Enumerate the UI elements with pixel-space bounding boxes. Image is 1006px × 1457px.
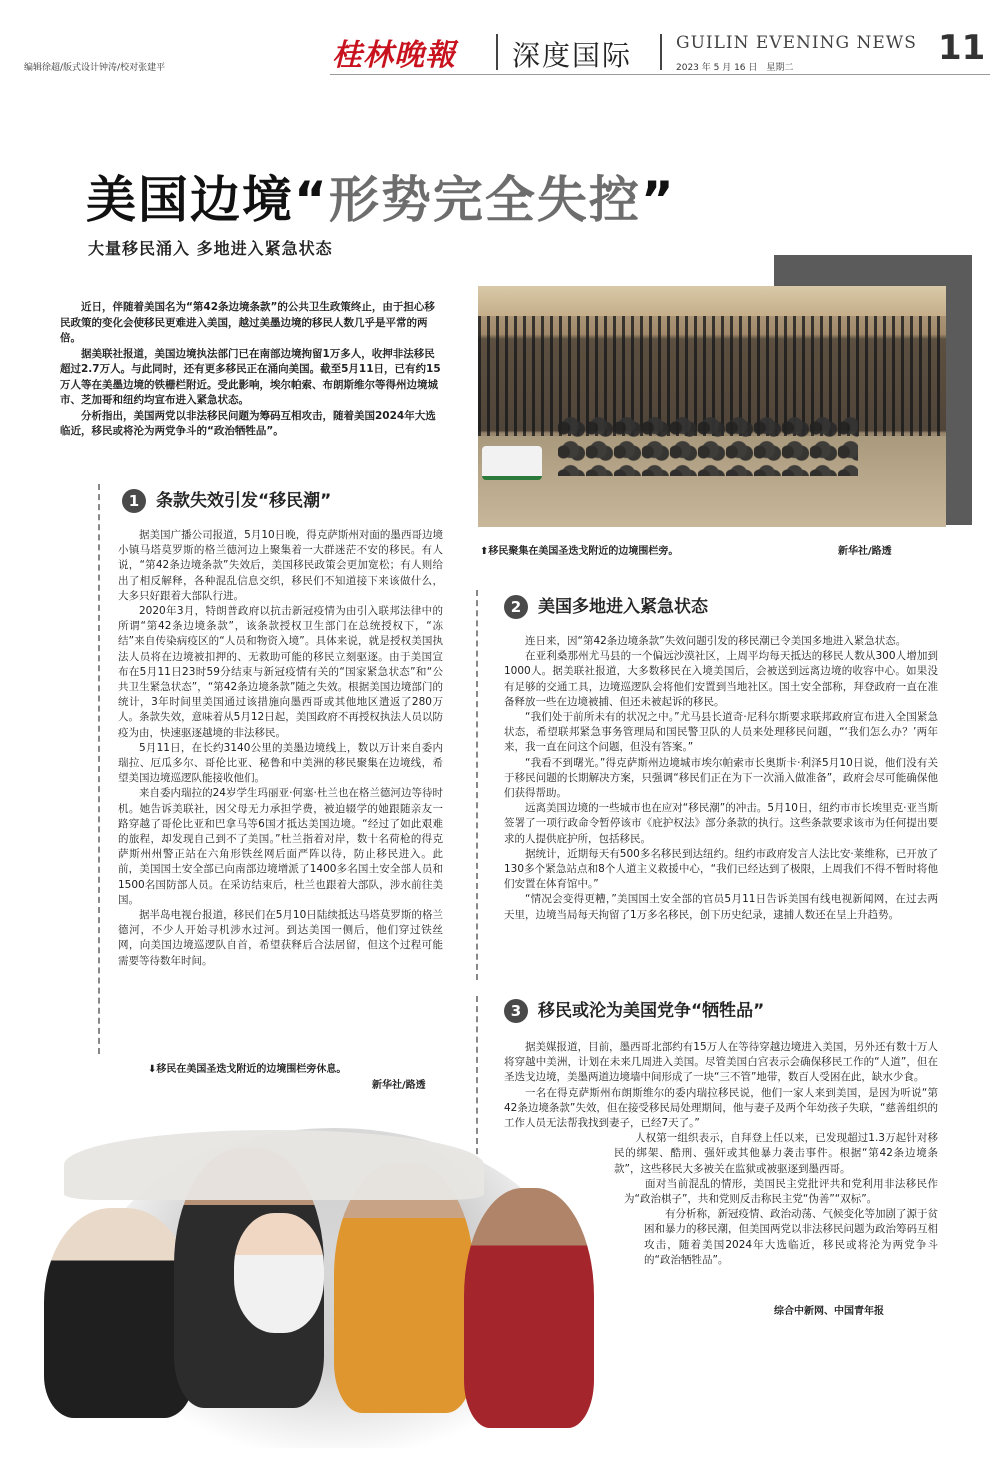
intro-paragraph: 分析指出，美国两党以非法移民问题为筹码互相攻击，随着美国2024年大选临近，移民或将沦为两党争斗的“政治牺牲品”。	[60, 409, 436, 437]
section3-paragraph: 面对当前混乱的情形，美国民主党批评共和党利用非法移民作为“政治棋子”，共和党则反击称民主党“伪善”“双标”。	[624, 1177, 938, 1206]
border-fence-photo	[478, 286, 946, 527]
photo1-source: 新华社/路透	[838, 546, 892, 557]
photo2-caption: ⬇移民在美国圣迭戈附近的边境围栏旁休息。	[148, 1064, 347, 1075]
article-title	[86, 160, 676, 232]
editor-credits: 编辑徐超/版式设计钟涛/校对张建平	[24, 63, 166, 73]
section3-paragraph: 一名在得克萨斯州布朗斯维尔的委内瑞拉移民说，他们一家人来到美国，是因为听说“第42条边境条款”失效，但在接受移民局处理期间，他与妻子及两个年幼孩子失联，“慈善组织的工作人员无法帮我找到妻子，已经7天了。”	[504, 1086, 938, 1130]
intro-paragraph: 据美联社报道，美国边境执法部门已在南部边境拘留1万多人，收押非法移民超过2.7万人。与此同时，还有更多移民正在涌向美国。截至5月11日，已有约15万人等在美墨边境的铁栅栏附近。受此影响，埃尔帕索、布朗斯维尔等得州边境城市、芝加哥和纽约均宣布进入紧急状态。	[60, 347, 441, 406]
person-figure	[464, 1188, 594, 1428]
section2-title: 美国多地进入紧急状态	[538, 597, 708, 617]
section-divider	[476, 590, 478, 980]
article-subtitle: 大量移民涌入 多地进入紧急状态	[88, 239, 333, 258]
crowd-graphic	[558, 416, 858, 476]
section2-number: 2	[504, 595, 528, 619]
intro-paragraph: 近日，伴随着美国名为“第42条边境条款”的公共卫生政策终止，由于担心移民政策的变化会使移民更难进入美国，越过美墨边境的移民人数几乎是平常的两倍。	[60, 301, 435, 344]
section2-paragraph: “我们处于前所未有的状况之中。”尤马县长道奇·尼科尔斯要求联邦政府宣布进入全国紧急状态，希望联邦紧急事务管理局和国民警卫队的人员来处理移民问题，“‘我们怎么办？’两年来，我一直在问这个问题，但没有答案。”	[504, 711, 938, 754]
section2-body	[504, 634, 938, 923]
section3-heading	[504, 996, 764, 1023]
section1-paragraph: 5月11日，在长约3140公里的美墨边境线上，数以万计来自委内瑞拉、厄瓜多尔、哥伦比亚、秘鲁和中美洲的移民聚集在边境线，希望美国边境巡逻队能接收他们。	[118, 741, 443, 785]
section3-number: 3	[504, 999, 528, 1023]
section2-paragraph: 连日来，因“第42条边境条款”失效问题引发的移民潮已令美国多地进入紧急状态。	[525, 635, 907, 647]
header-divider	[496, 34, 498, 70]
patrol-truck-graphic	[482, 446, 542, 480]
photo2-source: 新华社/路透	[372, 1080, 426, 1091]
article-source: 综合中新网、中国青年报	[774, 1306, 884, 1317]
section1-paragraph: 据半岛电视台报道，移民们在5月10日陆续抵达马塔莫罗斯的格兰德河，不少人开始寻机涉水过河。到达美国一侧后，他们穿过铁丝网，向美国边境巡逻队自首，希望获释后合法居留，但这个过程可能需要等待数年时间。	[118, 909, 443, 967]
publication-date: 2023 年 5 月 16 日 星期二	[676, 63, 794, 73]
title-end: ”	[640, 171, 676, 229]
section1-paragraph: 据美国广播公司报道，5月10日晚，得克萨斯州对面的墨西哥边境小镇马塔莫罗斯的格兰德河边上聚集着一大群迷茫不安的移民。有人说，“第42条边境条款”失效后，美国移民政策会更加宽松；有人则给出了相反解释，各种混乱信息交织，移民们不知道接下来该做什么，大多只好跟着大部队行进。	[118, 529, 443, 602]
section3-paragraph: 有分析称，新冠疫情、政治动荡、气候变化等加剧了源于贫困和暴力的移民潮，但美国两党以非法移民问题为政治筹码互相攻击，随着美国2024年大选临近，移民或将沦为两党争斗的“政治牺牲品”。	[644, 1208, 938, 1266]
section2-paragraph: 据统计，近期每天有500多名移民到达纽约。纽约市政府发言人法比安·莱维称，已开放了130多个紧急站点和8个人道主义救援中心，“我们已经达到了极限，上周我们不得不暂时将他们安置在体育馆中。”	[504, 847, 938, 891]
photo1-caption: ⬆移民聚集在美国圣迭戈附近的边境围栏旁。	[480, 546, 679, 557]
title-main: 美国边境“	[86, 171, 329, 229]
section2-paragraph: 远离美国边境的一些城市也在应对“移民潮”的冲击。5月10日，纽约市市长埃里克·亚当斯签署了一项行政命令暂停该市《庇护权法》部分条款的执行。这些条款要求该市为任何提出要求的人提供庇护所，包括移民。	[504, 802, 938, 845]
section2-paragraph: 在亚利桑那州尤马县的一个偏远沙漠社区，上周平均每天抵达的移民人数从300人增加到1000人。据美联社报道，大多数移民在入境美国后，会被送到远离边境的收容中心。如果没有足够的交通工具，边境巡逻队会将他们安置到当地社区。国土安全部称，拜登政府一直在准备释放一些在边境被捕、但还未被起诉的移民。	[504, 650, 938, 708]
section1-paragraph: 来自委内瑞拉的24岁学生玛丽亚·何塞·杜兰也在格兰德河边等待时机。她告诉美联社，因父母无力承担学费，被迫辍学的她跟随亲友一路穿越了哥伦比亚和巴拿马等6国才抵达美国边境。“经过了如此艰难的旅程，却发现自己到不了美国。”杜兰指着对岸，数十名荷枪的得克萨斯州州警正站在六角形铁丝网后面严阵以待，防止移民进入。此前，美国国土安全部已向南部边境增派了1400多名国土安全部人员和1500名国防部人员。在采访结束后，杜兰也跟着大部队，涉水前往美国。	[118, 787, 443, 906]
migrant-family-photo	[24, 1118, 724, 1454]
section2-heading	[504, 592, 708, 619]
paper-english-name: GUILIN EVENING NEWS	[676, 33, 917, 53]
blanket-graphic	[64, 1130, 484, 1200]
section1-heading	[122, 486, 331, 513]
page-number: 11	[938, 28, 986, 68]
section2-paragraph: “情况会变得更糟，”美国国土安全部的官员5月11日告诉美国有线电视新闻网，在过去两天里，边境当局每天拘留了1万多名移民，创下历史纪录，逮捕人数还在呈上升趋势。	[504, 893, 938, 921]
newspaper-logo: 桂林晚報	[332, 38, 456, 73]
section1-title: 条款失效引发“移民潮”	[156, 491, 332, 511]
section2-paragraph: “我看不到曙光。”得克萨斯州边境城市埃尔帕索市长奥斯卡·利泽5月10日说，他们没有关于移民问题的长期解决方案，只强调“移民们正在为下一次涌入做准备”，政府会尽可能确保他们获得帮助。	[504, 756, 938, 800]
article-intro	[60, 300, 444, 440]
header-rule	[330, 74, 990, 75]
section3-title: 移民或沦为美国党争“牺牲品”	[538, 1001, 765, 1021]
section3-paragraph: 人权第一组织表示，自拜登上任以来，已发现超过1.3万起针对移民的绑架、酷刑、强奸或其他暴力袭击事件。根据“第42条边境条款”，这些移民大多被关在监狱或被驱逐到墨西哥。	[614, 1132, 938, 1175]
person-figure	[334, 1163, 474, 1413]
person-figure	[44, 1208, 194, 1418]
title-highlight: 形势完全失控	[328, 171, 641, 229]
section1-body	[118, 528, 443, 969]
section-name: 深度国际	[512, 39, 633, 72]
baby-figure	[234, 1213, 324, 1333]
section1-paragraph: 2020年3月，特朗普政府以抗击新冠疫情为由引入联邦法律中的所谓“第42条边境条款”，该条款授权卫生部门在总统授权下，“冻结”来自传染病疫区的“人员和物资入境”。具体来说，就是授权美国执法人员将在边境被扣押的、无救助可能的移民立刻驱逐。由于美国宣布在5月11日23时59分结束与新冠疫情有关的“国家紧急状态”和“公共卫生紧急状态”，“第42条边境条款”随之失效。根据美国边境部门的统计，3年时间里美国通过该措施向墨西哥或其他地区遣返了280万人。条款失效，意味着从5月12日起，美国政府不再授权执法人员以防疫为由，快速驱逐越境的非法移民。	[118, 605, 443, 739]
header-divider	[660, 34, 662, 70]
section3-paragraph: 据美媒报道，目前，墨西哥北部约有15万人在等待穿越边境进入美国，另外还有数十万人将穿越中美洲，计划在未来几周进入美国。尽管美国白宫表示会确保移民工作的“人道”，但在圣迭戈边境，美墨两道边境墙中间形成了一块“三不管”地带，数百人受困在此，缺水少食。	[504, 1041, 938, 1084]
section1-number: 1	[122, 489, 146, 513]
section-divider	[98, 484, 100, 1054]
